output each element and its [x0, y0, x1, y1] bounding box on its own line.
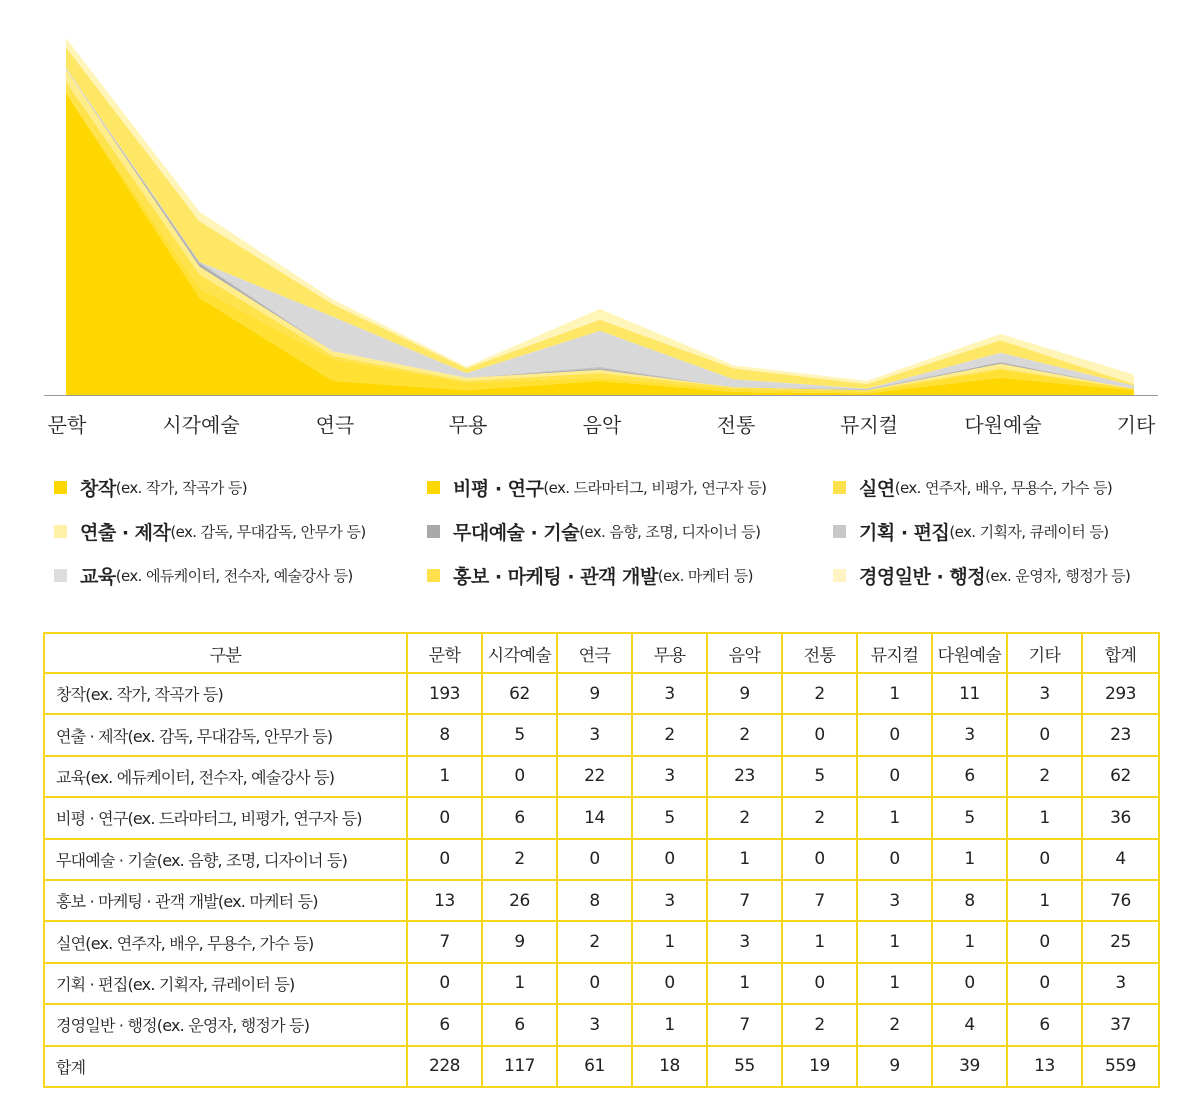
table-cell: 3: [632, 673, 707, 714]
table-cell: 76: [1082, 880, 1159, 921]
table-cell: 55: [707, 1046, 782, 1087]
legend-sublabel: (ex. 에듀케이터, 전수자, 예술강사 등): [115, 566, 353, 585]
table-cell: 2: [782, 673, 857, 714]
legend-label: 연출 · 제작: [80, 521, 171, 544]
table-cell: 2: [632, 714, 707, 755]
table-cell: 0: [782, 839, 857, 880]
table-cell: 23: [1082, 714, 1159, 755]
data-table: [43, 632, 1160, 1088]
table-row: [44, 1004, 1159, 1045]
table-cell: 0: [407, 797, 482, 838]
table-cell: 3: [1082, 963, 1159, 1004]
table-cell: 6: [1007, 1004, 1082, 1045]
table-cell: 1: [857, 963, 932, 1004]
legend-label: 창작: [80, 477, 116, 500]
table-cell: 22: [557, 756, 632, 797]
row-label: 실연(ex. 연주자, 배우, 무용수, 가수 등): [44, 921, 407, 962]
legend-item-criticism: [427, 474, 766, 500]
table-cell: 193: [407, 673, 482, 714]
x-tick-label: 기타: [1116, 413, 1156, 437]
column-header: 전통: [782, 633, 857, 673]
legend-item-management: [833, 562, 1130, 588]
legend-sublabel: (ex. 운영자, 행정가 등): [985, 566, 1131, 585]
table-cell: 9: [557, 673, 632, 714]
table-cell: 5: [482, 714, 557, 755]
row-label: 교육(ex. 에듀케이터, 전수자, 예술강사 등): [44, 756, 407, 797]
table-cell: 559: [1082, 1046, 1159, 1087]
legend-swatch: [833, 525, 846, 538]
legend-sublabel: (ex. 음향, 조명, 디자이너 등): [579, 522, 761, 541]
x-tick-label: 전통: [716, 413, 756, 437]
table-cell: 4: [1082, 839, 1159, 880]
table-row: [44, 756, 1159, 797]
table-row: [44, 880, 1159, 921]
legend-label: 기획 · 편집: [859, 521, 950, 544]
table-cell: 1: [857, 673, 932, 714]
table-cell: 1: [707, 839, 782, 880]
legend-swatch: [54, 569, 67, 582]
table-cell: 3: [857, 880, 932, 921]
table-cell: 3: [557, 714, 632, 755]
table-cell: 18: [632, 1046, 707, 1087]
table-cell: 6: [482, 1004, 557, 1045]
table-cell: 13: [1007, 1046, 1082, 1087]
legend-swatch: [54, 525, 67, 538]
legend-sublabel: (ex. 드라마터그, 비평가, 연구자 등): [543, 478, 767, 497]
table-cell: 36: [1082, 797, 1159, 838]
legend-item-education: [54, 562, 353, 588]
table-body: [44, 673, 1159, 1087]
row-label: 경영일반 · 행정(ex. 운영자, 행정가 등): [44, 1004, 407, 1045]
table-cell: 0: [857, 839, 932, 880]
table-cell: 7: [782, 880, 857, 921]
table-cell: 0: [632, 963, 707, 1004]
table-cell: 0: [1007, 839, 1082, 880]
row-label: 기획 · 편집(ex. 기획자, 큐레이터 등): [44, 963, 407, 1004]
table-cell: 3: [932, 714, 1007, 755]
x-tick-label: 무용: [448, 413, 488, 437]
legend-label: 홍보 · 마케팅 · 관객 개발: [453, 565, 658, 588]
table-cell: 3: [632, 880, 707, 921]
x-tick-label: 시각예술: [162, 413, 240, 437]
table-cell: 61: [557, 1046, 632, 1087]
table-cell: 1: [857, 921, 932, 962]
legend-label: 교육: [80, 565, 116, 588]
legend-label: 비평 · 연구: [453, 477, 544, 500]
table-cell: 7: [707, 1004, 782, 1045]
table-cell: 26: [482, 880, 557, 921]
table-cell: 0: [857, 756, 932, 797]
table-cell: 2: [1007, 756, 1082, 797]
table-cell: 3: [1007, 673, 1082, 714]
table-cell: 11: [932, 673, 1007, 714]
table-cell: 62: [482, 673, 557, 714]
legend-sublabel: (ex. 마케터 등): [657, 566, 753, 585]
table-cell: 5: [782, 756, 857, 797]
table-cell: 7: [707, 880, 782, 921]
table-cell: 0: [557, 963, 632, 1004]
legend-item-creation: [54, 474, 247, 500]
row-label: 창작(ex. 작가, 작곡가 등): [44, 673, 407, 714]
legend-item-planning: [833, 518, 1108, 544]
table-cell: 0: [857, 714, 932, 755]
table-cell: 1: [782, 921, 857, 962]
table-row: [44, 797, 1159, 838]
legend-label: 경영일반 · 행정: [859, 565, 986, 588]
table-cell: 0: [407, 963, 482, 1004]
table-cell: 6: [407, 1004, 482, 1045]
legend-swatch: [427, 569, 440, 582]
x-tick-label: 뮤지컬: [840, 413, 898, 437]
column-header: 합계: [1082, 633, 1159, 673]
table-cell: 3: [632, 756, 707, 797]
row-label: 비평 · 연구(ex. 드라마터그, 비평가, 연구자 등): [44, 797, 407, 838]
table-row: [44, 1046, 1159, 1087]
table-cell: 2: [482, 839, 557, 880]
table-cell: 2: [782, 1004, 857, 1045]
table-cell: 1: [632, 1004, 707, 1045]
table-cell: 19: [782, 1046, 857, 1087]
table-cell: 8: [407, 714, 482, 755]
legend-label: 실연: [859, 477, 895, 500]
table-cell: 5: [632, 797, 707, 838]
table-cell: 7: [407, 921, 482, 962]
table-cell: 0: [632, 839, 707, 880]
legend-sublabel: (ex. 기획자, 큐레이터 등): [949, 522, 1109, 541]
table-header: [44, 633, 1159, 673]
table-cell: 4: [932, 1004, 1007, 1045]
table-cell: 9: [707, 673, 782, 714]
x-tick-label: 음악: [582, 413, 622, 437]
table-cell: 0: [782, 963, 857, 1004]
legend-swatch: [833, 481, 846, 494]
table-cell: 6: [932, 756, 1007, 797]
table-cell: 3: [707, 921, 782, 962]
table-cell: 0: [557, 839, 632, 880]
table-cell: 0: [482, 756, 557, 797]
table-cell: 2: [557, 921, 632, 962]
column-header: 기타: [1007, 633, 1082, 673]
table-cell: 1: [482, 963, 557, 1004]
table-cell: 2: [857, 1004, 932, 1045]
table-row: [44, 714, 1159, 755]
table-cell: 0: [1007, 921, 1082, 962]
table-cell: 8: [557, 880, 632, 921]
column-header: 시각예술: [482, 633, 557, 673]
table-cell: 117: [482, 1046, 557, 1087]
table-cell: 13: [407, 880, 482, 921]
column-header: 연극: [557, 633, 632, 673]
table-cell: 2: [707, 714, 782, 755]
table-cell: 0: [407, 839, 482, 880]
table-row: [44, 839, 1159, 880]
column-header: 문학: [407, 633, 482, 673]
table-cell: 1: [857, 797, 932, 838]
legend-swatch: [54, 481, 67, 494]
x-tick-label: 연극: [315, 413, 355, 437]
table-cell: 2: [782, 797, 857, 838]
table-cell: 9: [857, 1046, 932, 1087]
column-header: 무용: [632, 633, 707, 673]
table-cell: 25: [1082, 921, 1159, 962]
legend-swatch: [427, 481, 440, 494]
table-cell: 39: [932, 1046, 1007, 1087]
table-cell: 6: [482, 797, 557, 838]
table-cell: 1: [1007, 880, 1082, 921]
table-cell: 0: [782, 714, 857, 755]
table-cell: 1: [632, 921, 707, 962]
row-label: 홍보 · 마케팅 · 관객 개발(ex. 마케터 등): [44, 880, 407, 921]
table-cell: 1: [932, 921, 1007, 962]
column-header: 뮤지컬: [857, 633, 932, 673]
legend-swatch: [427, 525, 440, 538]
legend-label: 무대예술 · 기술: [453, 521, 580, 544]
table-cell: 37: [1082, 1004, 1159, 1045]
table-cell: 0: [1007, 714, 1082, 755]
table-row: [44, 963, 1159, 1004]
table-cell: 1: [407, 756, 482, 797]
row-label: 합계: [44, 1046, 407, 1087]
table-row: [44, 921, 1159, 962]
area-chart-svg: [0, 0, 1201, 450]
table-cell: 1: [707, 963, 782, 1004]
legend-item-direction: [54, 518, 366, 544]
table-cell: 0: [1007, 963, 1082, 1004]
table-cell: 228: [407, 1046, 482, 1087]
table-cell: 62: [1082, 756, 1159, 797]
table-cell: 0: [932, 963, 1007, 1004]
legend-sublabel: (ex. 감독, 무대감독, 안무가 등): [170, 522, 366, 541]
table-cell: 293: [1082, 673, 1159, 714]
column-header: 음악: [707, 633, 782, 673]
x-tick-label: 다원예술: [964, 413, 1042, 437]
table-cell: 14: [557, 797, 632, 838]
legend-item-marketing: [427, 562, 753, 588]
legend-sublabel: (ex. 연주자, 배우, 무용수, 가수 등): [894, 478, 1113, 497]
table-header-row: [44, 633, 1159, 673]
column-header: 구분: [44, 633, 407, 673]
legend-item-stage-tech: [427, 518, 760, 544]
table-cell: 1: [932, 839, 1007, 880]
chart-legend: [0, 466, 1201, 596]
table-cell: 9: [482, 921, 557, 962]
legend-swatch: [833, 569, 846, 582]
table-cell: 1: [1007, 797, 1082, 838]
table-cell: 2: [707, 797, 782, 838]
row-label: 연출 · 제작(ex. 감독, 무대감독, 안무가 등): [44, 714, 407, 755]
area-chart: [0, 0, 1201, 450]
table-cell: 23: [707, 756, 782, 797]
x-tick-label: 문학: [47, 413, 87, 437]
row-label: 무대예술 · 기술(ex. 음향, 조명, 디자이너 등): [44, 839, 407, 880]
legend-item-performance: [833, 474, 1112, 500]
column-header: 다원예술: [932, 633, 1007, 673]
table-cell: 8: [932, 880, 1007, 921]
table-cell: 5: [932, 797, 1007, 838]
table-row: [44, 673, 1159, 714]
legend-sublabel: (ex. 작가, 작곡가 등): [115, 478, 248, 497]
table-cell: 3: [557, 1004, 632, 1045]
